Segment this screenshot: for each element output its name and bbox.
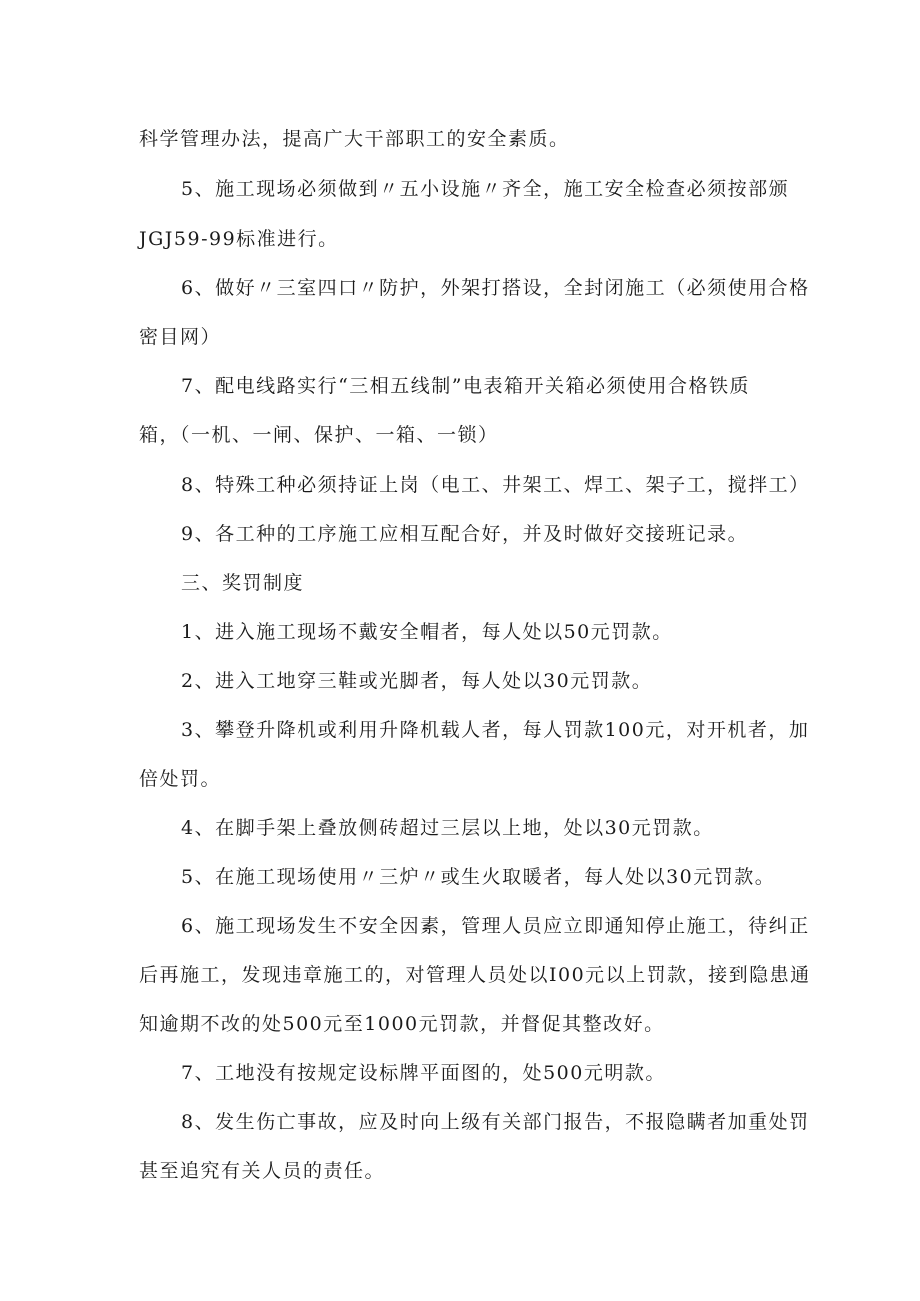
rule-7-line-1: 7、配电线路实行“三相五线制”电表箱开关箱必须使用合格铁质 [181,375,751,397]
penalty-5-line: 5、在施工现场使用〃三炉〃或生火取暖者，每人处以30元罚款。 [181,866,776,888]
rule-7-line-2: 箱，（一机、一闸、保护、一箱、一锁） [139,424,499,446]
section-heading-rewards-penalties: 三、奖罚制度 [181,572,305,594]
penalty-2-line: 2、进入工地穿三鞋或光脚者，每人处以30元罚款。 [181,670,653,692]
penalty-3-line-1: 3、攀登升降机或利用升降机载人者，每人罚款100元，对开机者，加 [181,719,810,741]
rule-5-line-1: 5、施工现场必须做到〃五小设施〃齐全，施工安全检查必须按部颁 [181,178,790,200]
penalty-6-line-2: 后再施工，发现违章施工的，对管理人员处以I00元以上罚款，接到隐患通 [139,964,811,986]
penalty-7-line: 7、工地没有按规定设标牌平面图的，处500元明款。 [181,1062,666,1084]
penalty-1-line: 1、进入施工现场不戴安全帽者，每人处以50元罚款。 [181,621,673,643]
penalty-6-line-1: 6、施工现场发生不安全因素，管理人员应立即通知停止施工，待纠正 [181,915,810,937]
penalty-8-line-1: 8、发生伤亡事故，应及时向上级有关部门报告，不报隐瞒者加重处罚 [181,1111,810,1133]
penalty-6-line-3: 知逾期不改的处500元至1000元罚款，并督促其整改好。 [139,1013,665,1035]
penalty-8-line-2: 甚至追究有关人员的责任。 [139,1160,386,1182]
rule-8-line: 8、特殊工种必须持证上岗（电工、井架工、焊工、架子工，搅拌工） [181,474,810,496]
penalty-3-line-2: 倍处罚。 [139,768,222,790]
rule-6-line-1: 6、做好〃三室四口〃防护，外架打搭设，全封闭施工（必须使用合格 [181,277,810,299]
rule-6-line-2: 密目网） [139,326,222,348]
rule-9-line: 9、各工种的工序施工应相互配合好，并及时做好交接班记录。 [181,523,749,545]
paragraph-line-continuation: 科学管理办法，提高广大干部职工的安全素质。 [139,128,570,150]
penalty-4-line: 4、在脚手架上叠放侧砖超过三层以上地，处以30元罚款。 [181,817,714,839]
rule-5-line-2: JGJ59-99标准进行。 [139,228,339,250]
